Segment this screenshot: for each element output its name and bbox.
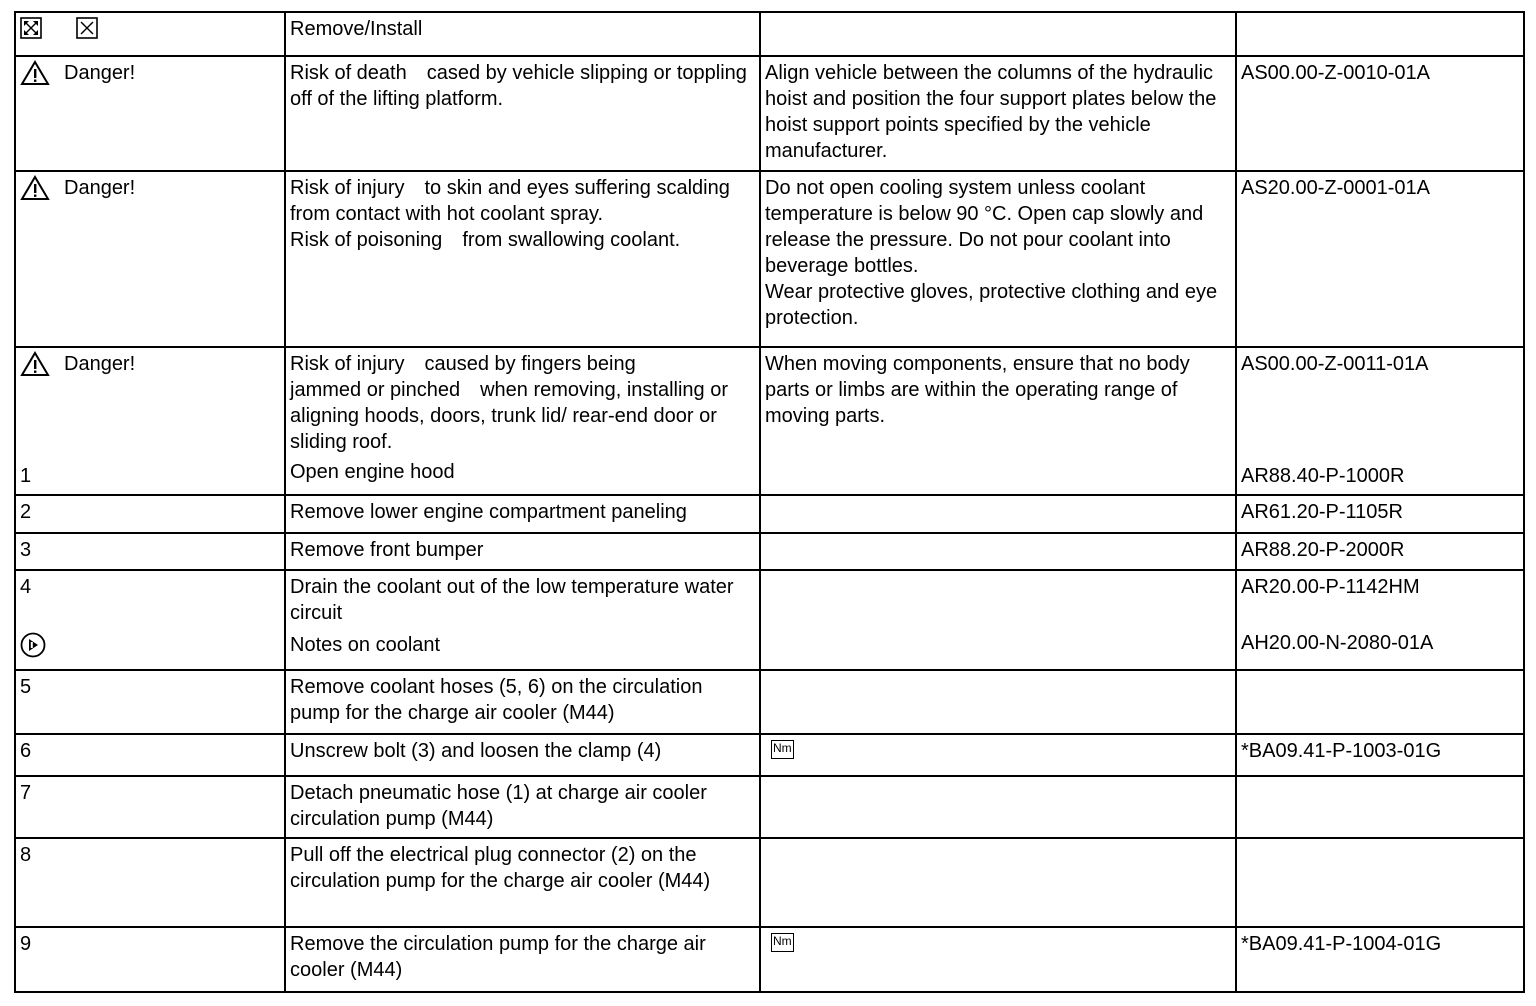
empty-cell [760,570,1236,670]
remove-symbol-icon [20,17,42,39]
measure-text: Wear protective gloves, protective clothing and eye protection. [765,281,1218,329]
risk-text: from swallowing coolant. [462,229,681,251]
procedure-sheet [14,11,1523,991]
step-text-cell [285,570,760,670]
danger-cell [15,171,285,347]
risk-lead: Risk of injury [290,353,405,375]
step-number: 8 [15,838,285,927]
warning-triangle-icon [20,351,50,377]
empty-cell [1236,12,1524,56]
step-text: Open engine hood [290,461,455,483]
step-number: 1 [20,465,32,487]
empty-cell [760,838,1236,927]
danger-cell [15,347,285,495]
danger-cell [15,56,285,171]
step-text: Drain the coolant out of the low temperature water circuit [290,576,734,624]
empty-cell [760,533,1236,570]
procedure-table [14,11,1525,993]
install-symbol-icon [76,17,98,39]
table-row-step [15,570,1524,670]
step-text: Remove coolant hoses (5, 6) on the circulation pump for the charge air cooler (M44) [285,670,760,734]
reference-link[interactable]: AS20.00-Z-0001-01A [1236,171,1524,347]
risk-lead: Risk of injury [290,177,405,199]
step-number: 2 [15,495,285,533]
torque-cell [760,927,1236,992]
table-row-step [15,927,1524,992]
table-row-step [15,776,1524,838]
step-text: Remove lower engine compartment paneling [285,495,760,533]
reference-cell [1236,347,1524,495]
torque-nm-icon[interactable]: Nm [771,740,794,759]
empty-cell [760,776,1236,838]
risk-text: when removing, installing or aligning hoods, doors, trunk lid/ rear-end door or sliding roof. [290,379,728,453]
danger-label: Danger! [64,62,136,84]
reference-link[interactable] [1236,776,1524,838]
table-row-danger [15,56,1524,171]
risk-text: to skin and eyes suffering scalding from contact with hot coolant spray. [290,177,730,225]
risk-cell [285,171,760,347]
step-text: Pull off the electrical plug connector (2) on the circulation pump for the charge air cooler (M44) [285,838,760,927]
torque-cell [760,734,1236,776]
table-row-step [15,670,1524,734]
table-row-step [15,533,1524,570]
risk-cell [285,56,760,171]
reference-link[interactable]: AR88.40-P-1000R [1241,465,1405,487]
step-number: 5 [15,670,285,734]
table-row-step [15,495,1524,533]
torque-nm-icon[interactable]: Nm [771,933,794,952]
step-text: Unscrew bolt (3) and loosen the clamp (4) [285,734,760,776]
table-row-danger [15,171,1524,347]
reference-link[interactable]: AR88.20-P-2000R [1236,533,1524,570]
step-number: 3 [15,533,285,570]
reference-cell [1236,570,1524,670]
empty-cell [760,670,1236,734]
table-row-step [15,838,1524,927]
risk-lead: Risk of death [290,62,407,84]
reference-link[interactable]: *BA09.41-P-1004-01G [1236,927,1524,992]
risk-lead: Risk of poisoning [290,229,443,251]
reference-link[interactable]: *BA09.41-P-1003-01G [1236,734,1524,776]
reference-link[interactable]: AH20.00-N-2080-01A [1241,632,1434,654]
reference-link[interactable]: AS00.00-Z-0010-01A [1236,56,1524,171]
risk-cell [285,347,760,495]
step-text: Remove the circulation pump for the charge air cooler (M44) [285,927,760,992]
risk-text: caused by fingers being [424,353,636,375]
step-number-cell [15,570,285,670]
reference-link[interactable] [1236,838,1524,927]
reference-link[interactable] [1236,670,1524,734]
note-info-icon[interactable] [20,632,46,658]
section-title: Remove/Install [285,12,760,56]
empty-cell [760,495,1236,533]
warning-triangle-icon [20,60,50,86]
step-number: 9 [15,927,285,992]
note-text: Notes on coolant [290,634,441,656]
measure-cell: Align vehicle between the columns of the hydraulic hoist and position the four support plates below the hoist support points specified by the vehicle manufacturer. [760,56,1236,171]
table-row-step [15,734,1524,776]
table-row-header [15,12,1524,56]
empty-cell [760,12,1236,56]
table-row-danger [15,347,1524,495]
risk-lead: jammed or pinched [290,379,461,401]
step-number: 4 [20,576,32,598]
step-number: 6 [15,734,285,776]
step-text: Detach pneumatic hose (1) at charge air cooler circulation pump (M44) [285,776,760,838]
step-number: 7 [15,776,285,838]
reference-link[interactable]: AR61.20-P-1105R [1236,495,1524,533]
symbols-cell [15,12,285,56]
reference-link[interactable]: AS00.00-Z-0011-01A [1241,353,1429,375]
step-text: Remove front bumper [285,533,760,570]
warning-triangle-icon [20,175,50,201]
risk-text: cased by vehicle slipping or toppling off of the lifting platform. [290,62,747,110]
measure-cell: When moving components, ensure that no body parts or limbs are within the operating range of moving parts. [760,347,1236,495]
danger-label: Danger! [64,177,136,199]
measure-cell [760,171,1236,347]
reference-link[interactable]: AR20.00-P-1142HM [1241,576,1420,598]
danger-label: Danger! [64,353,136,375]
measure-text: Do not open cooling system unless coolant temperature is below 90 °C. Open cap slowly and release the pressure. Do not pour coolant into beverage bottles. [765,177,1204,277]
